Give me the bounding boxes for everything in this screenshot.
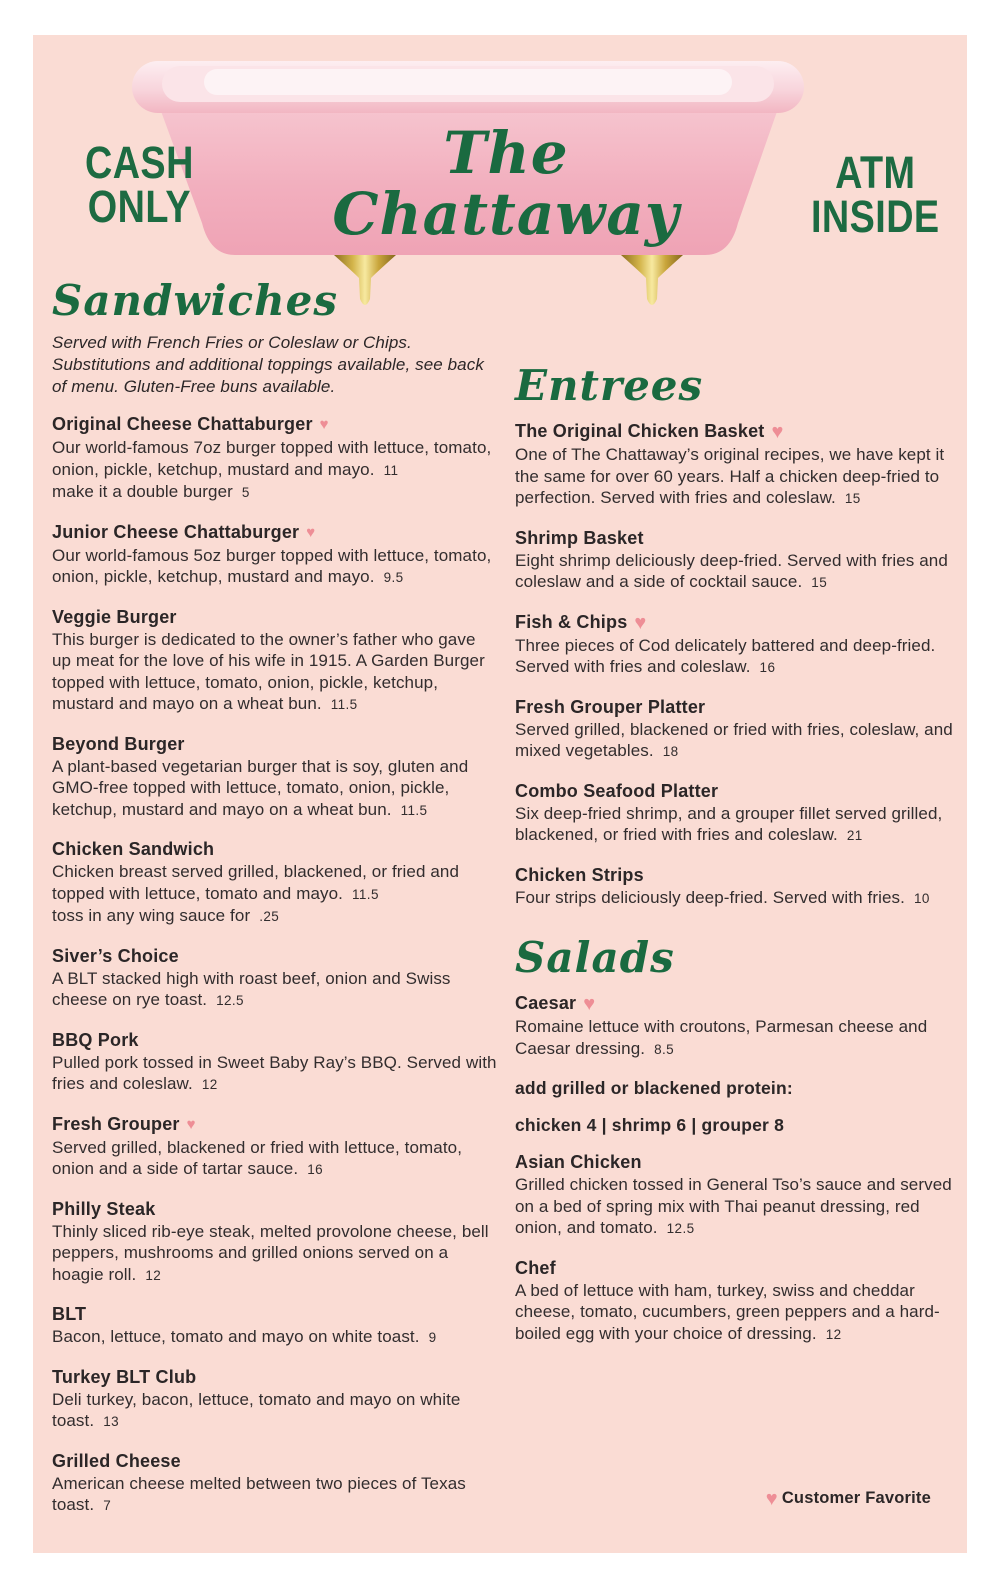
item-description-text: make it a double burger <box>52 482 233 502</box>
item-name: Fresh Grouper Platter <box>515 696 706 717</box>
item-description-text: Served grilled, blackened or fried with fries, coleslaw, and mixed vegetables. <box>515 719 953 761</box>
item-name: Chicken Strips <box>515 864 644 885</box>
atm-inside-line2: INSIDE <box>811 191 940 243</box>
item-description <box>515 719 967 763</box>
item-description <box>52 905 498 928</box>
tub-basin-highlight <box>204 69 732 95</box>
item-description <box>52 481 498 504</box>
item-description-text: A BLT stacked high with roast beef, onion and Swiss cheese on rye toast. <box>52 968 451 1010</box>
menu-item <box>515 610 967 679</box>
favorite-heart-icon: ♥ <box>583 993 596 1016</box>
favorite-heart-icon: ♥ <box>186 1115 196 1133</box>
item-name: Grilled Cheese <box>52 1450 181 1471</box>
sandwiches-intro: Served with French Fries or Coleslaw or Chips. Substitutions and additional toppings available, see back of menu. Gluten-Free buns available. <box>52 333 484 397</box>
heart-icon: ♥ <box>765 1488 778 1510</box>
item-name: Junior Cheese Chattaburger ♥ <box>52 521 316 542</box>
item-description <box>52 1221 498 1287</box>
item-price: 11.5 <box>330 697 358 713</box>
item-name: BBQ Pork <box>52 1029 139 1050</box>
menu-item <box>52 1302 498 1349</box>
menu-item <box>52 837 498 928</box>
menu-item <box>515 991 967 1060</box>
item-description-text: A plant-based vegetarian burger that is soy, gluten and GMO-free topped with lettuce, tomato, onion, pickle, ketchup, mustard and mayo on a wheat bun. <box>52 756 469 819</box>
atm-inside-badge <box>811 147 940 243</box>
item-price: 16 <box>307 1162 324 1178</box>
item-price: 11 <box>383 462 399 478</box>
favorite-heart-icon: ♥ <box>634 611 647 634</box>
item-description <box>515 1016 967 1060</box>
item-description <box>52 756 498 822</box>
item-name: Original Cheese Chattaburger ♥ <box>52 414 329 435</box>
atm-inside-line1: ATM <box>835 147 916 198</box>
right-column <box>515 363 967 1361</box>
item-description <box>52 1137 498 1181</box>
item-name: Asian Chicken <box>515 1152 642 1173</box>
item-description <box>515 550 967 594</box>
customer-favorite-legend <box>766 1488 931 1511</box>
menu-page <box>33 35 967 1553</box>
entrees-item-list <box>515 419 967 909</box>
salads-heading: Salads <box>515 933 675 983</box>
menu-item <box>515 1150 967 1240</box>
item-name: Fresh Grouper ♥ <box>52 1113 196 1134</box>
menu-item <box>515 526 967 594</box>
item-description-text: This burger is dedicated to the owner’s father who gave up meat for the love of his wife in 1915. A Garden Burger topped with lettuce, tomato, onion, pickle, ketchup, mustard and mayo on a wheat bun. <box>52 629 485 714</box>
item-name: Turkey BLT Club <box>52 1366 197 1387</box>
item-description <box>515 887 967 910</box>
menu-item <box>52 520 498 589</box>
item-price: 18 <box>662 744 679 760</box>
item-description-text: Thinly sliced rib-eye steak, melted provolone cheese, bell peppers, mushrooms and grilled onions served on a hoagie roll. <box>52 1221 489 1284</box>
item-price: 12.5 <box>666 1221 695 1237</box>
item-description <box>515 803 967 847</box>
item-price: 9.5 <box>383 570 404 586</box>
menu-item <box>52 1365 498 1433</box>
salads-item-list <box>515 991 967 1345</box>
item-price: 16 <box>759 660 776 676</box>
item-name: Siver’s Choice <box>52 945 179 966</box>
sandwiches-heading: Sandwiches <box>52 276 339 325</box>
sandwiches-item-list <box>52 412 498 1517</box>
favorite-heart-icon: ♥ <box>319 416 329 434</box>
item-description-text: Pulled pork tossed in Sweet Baby Ray’s BBQ. Served with fries and coleslaw. <box>52 1052 497 1094</box>
cash-only-badge <box>85 137 194 233</box>
item-name: BLT <box>52 1304 87 1325</box>
cash-only-line2: ONLY <box>87 181 191 233</box>
favorite-heart-icon: ♥ <box>306 523 316 541</box>
item-name: Philly Steak <box>52 1198 156 1219</box>
item-description-text: Four strips deliciously deep-fried. Served with fries. <box>515 887 905 907</box>
item-price: 5 <box>241 485 250 501</box>
customer-favorite-label: Customer Favorite <box>781 1489 931 1507</box>
menu-item <box>52 1112 498 1181</box>
item-price: 8.5 <box>654 1041 675 1057</box>
menu-note: add grilled or blackened protein: <box>515 1078 793 1099</box>
item-price: .25 <box>259 909 280 925</box>
item-description-text: Six deep-fried shrimp, and a grouper fillet served grilled, blackened, or fried with fries and coleslaw. <box>515 803 943 845</box>
item-description <box>52 968 498 1012</box>
item-description <box>52 1052 498 1096</box>
item-description <box>52 437 498 481</box>
restaurant-name: The Chattaway <box>332 119 680 248</box>
item-description <box>52 1389 498 1433</box>
item-name: Chicken Sandwich <box>52 839 215 860</box>
item-description <box>52 861 498 905</box>
menu-item <box>52 412 498 504</box>
item-description <box>515 1174 967 1240</box>
menu-item <box>515 1256 967 1346</box>
item-description-text: Grilled chicken tossed in General Tso’s sauce and served on a bed of spring mix with Thai peanut dressing, red onion, and tomato. <box>515 1175 952 1238</box>
menu-item <box>515 695 967 763</box>
cash-only-line1: CASH <box>85 137 194 188</box>
item-description-text: A bed of lettuce with ham, turkey, swiss and cheddar cheese, tomato, cucumbers, green peppers and a hard-boiled egg with your choice of dressing. <box>515 1280 940 1343</box>
item-price: 12 <box>145 1267 162 1283</box>
item-price: 15 <box>811 575 828 591</box>
item-name: Chef <box>515 1257 556 1278</box>
item-price: 11.5 <box>400 802 428 818</box>
item-description-text: American cheese melted between two pieces of Texas toast. <box>52 1473 466 1515</box>
item-price: 12 <box>825 1326 842 1342</box>
item-name: Caesar ♥ <box>515 993 596 1016</box>
item-price: 21 <box>846 828 863 844</box>
item-description-text: Deli turkey, bacon, lettuce, tomato and mayo on white toast. <box>52 1389 461 1431</box>
item-description <box>52 629 498 716</box>
menu-item <box>515 779 967 847</box>
item-price: 10 <box>913 890 930 906</box>
item-price: 11.5 <box>351 886 379 902</box>
item-name: Beyond Burger <box>52 733 185 754</box>
item-description <box>52 545 498 589</box>
menu-item <box>52 1197 498 1287</box>
menu-item <box>52 1449 498 1517</box>
menu-item <box>515 419 967 510</box>
menu-note: chicken 4 | shrimp 6 | grouper 8 <box>515 1115 785 1136</box>
item-description-text: Three pieces of Cod delicately battered and deep-fried. Served with fries and coleslaw. <box>515 635 936 677</box>
favorite-heart-icon: ♥ <box>771 421 784 444</box>
item-description-text: Our world-famous 7oz burger topped with lettuce, tomato, onion, pickle, ketchup, mustard and mayo. <box>52 438 492 479</box>
item-name: Fish & Chips ♥ <box>515 611 647 634</box>
menu-item <box>515 863 967 910</box>
item-price: 9 <box>428 1330 437 1346</box>
menu-item <box>52 1028 498 1096</box>
item-description <box>515 1280 967 1346</box>
item-description <box>515 444 967 510</box>
item-price: 7 <box>103 1498 112 1514</box>
item-name: Shrimp Basket <box>515 527 644 548</box>
menu-item <box>52 605 498 716</box>
item-price: 13 <box>103 1414 120 1430</box>
item-description-text: Bacon, lettuce, tomato and mayo on white toast. <box>52 1327 420 1347</box>
item-description-text: Eight shrimp deliciously deep-fried. Served with fries and coleslaw and a side of cocktail sauce. <box>515 550 948 592</box>
item-description-text: Served grilled, blackened or fried with lettuce, tomato, onion and a side of tartar sauce. <box>52 1137 463 1179</box>
item-name: Combo Seafood Platter <box>515 780 719 801</box>
item-description <box>52 1473 498 1517</box>
item-description <box>52 1326 498 1349</box>
item-price: 12 <box>201 1077 218 1093</box>
item-description-text: One of The Chattaway’s original recipes, we have kept it the same for over 60 years. Half a chicken deep-fried to perfection. Served with fries and coleslaw. <box>515 445 945 508</box>
item-description-text: Chicken breast served grilled, blackened, or fried and topped with lettuce, tomato and mayo. <box>52 862 460 903</box>
item-description-text: Romaine lettuce with croutons, Parmesan cheese and Caesar dressing. <box>515 1017 928 1058</box>
item-name: The Original Chicken Basket ♥ <box>515 421 784 444</box>
item-description-text: toss in any wing sauce for <box>52 906 251 926</box>
menu-item <box>52 732 498 822</box>
menu-item <box>52 944 498 1012</box>
item-name: Veggie Burger <box>52 606 177 627</box>
item-price: 12.5 <box>216 993 244 1009</box>
sandwiches-section <box>52 278 498 1533</box>
item-description <box>515 635 967 679</box>
entrees-heading: Entrees <box>515 361 704 410</box>
item-description-text: Our world-famous 5oz burger topped with lettuce, tomato, onion, pickle, ketchup, mustard and mayo. <box>52 545 492 587</box>
item-price: 15 <box>844 491 861 507</box>
